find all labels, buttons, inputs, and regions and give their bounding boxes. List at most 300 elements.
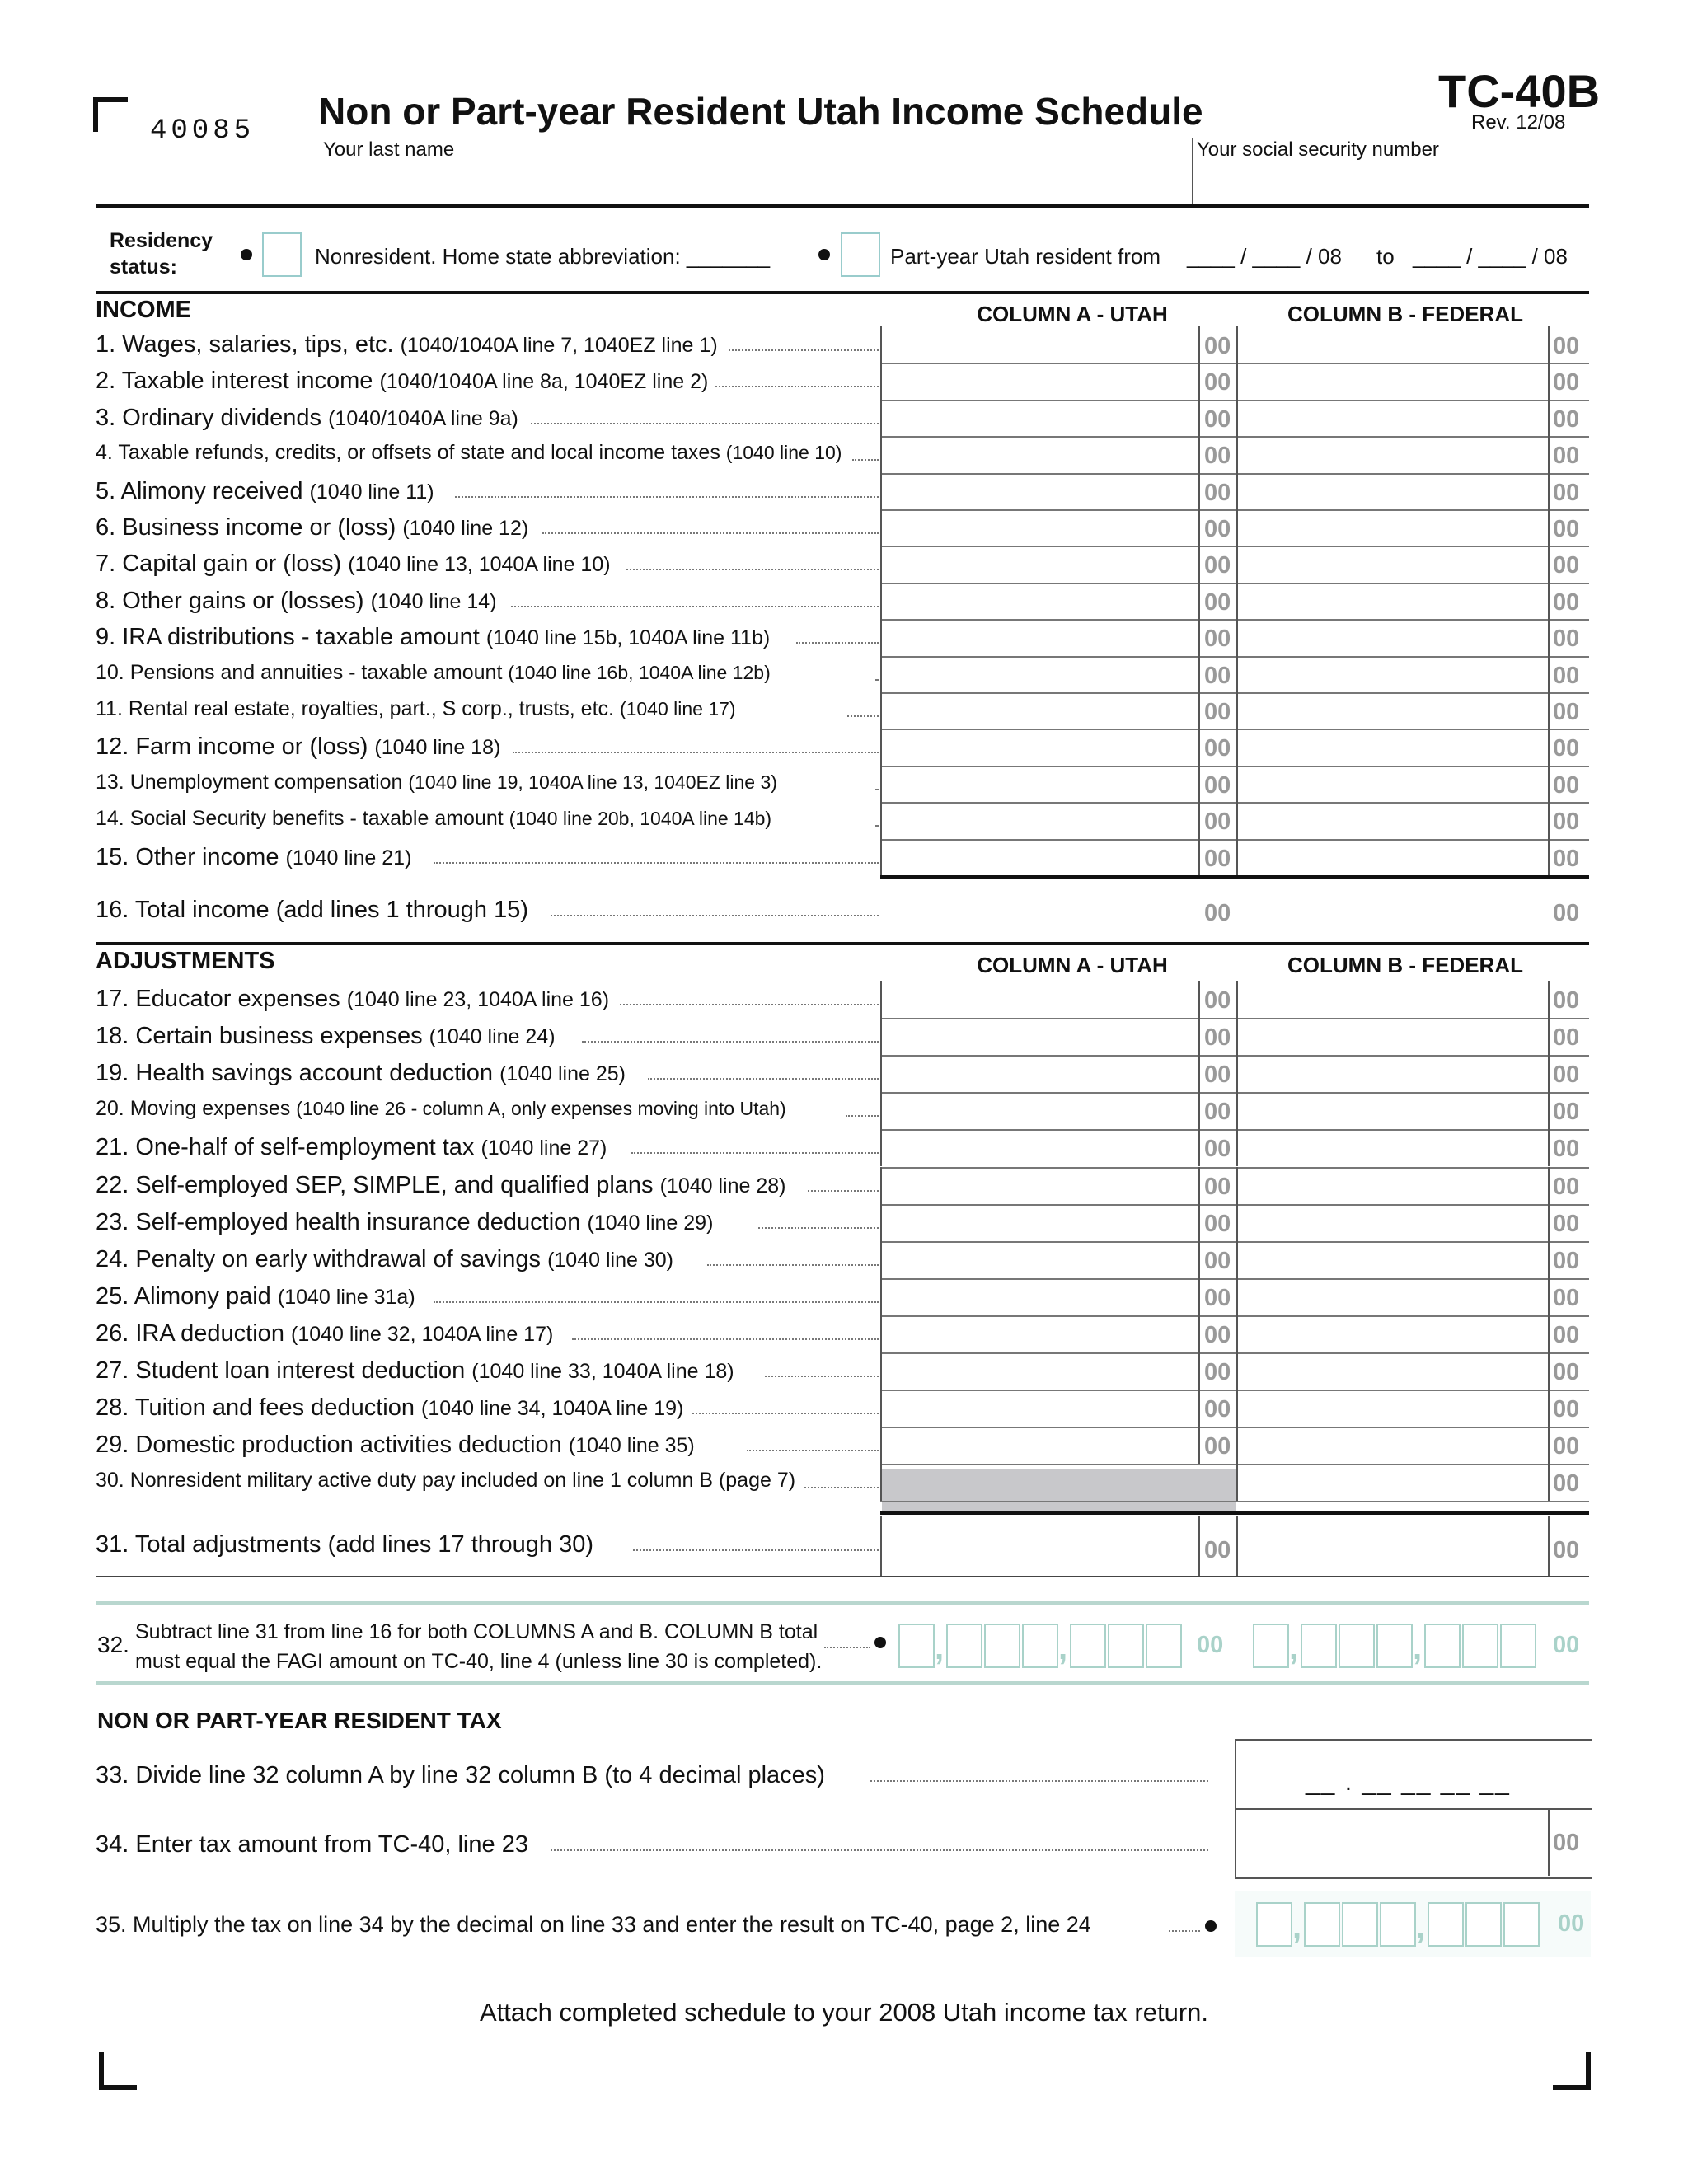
line-label [96,624,770,651]
digit-box[interactable] [1428,1902,1464,1947]
cents-label: 00 [1553,699,1580,725]
column-b-input[interactable] [1240,804,1546,837]
column-b-input[interactable] [1240,1317,1546,1351]
column-a-input[interactable] [882,584,1197,617]
column-b-input[interactable] [1240,1131,1546,1165]
line-text: 12. Farm income or (loss) [96,733,368,761]
cents-divider [1198,1092,1200,1129]
line-text: 23. Self-employed health insurance deduction [96,1208,581,1235]
cents-label: 00 [1204,1136,1231,1163]
column-b-input[interactable] [1240,401,1546,434]
part-year-to-label: to [1376,244,1395,269]
column-divider [1236,692,1238,729]
line-reference: (1040 line 34, 1040A line 19) [421,1397,684,1421]
leader-dots [852,459,879,461]
column-b-input[interactable] [1240,658,1546,691]
cents-divider [1198,1055,1200,1092]
cents-divider [1198,981,1200,1018]
cents-label: 00 [1204,845,1231,872]
leader-dots [620,1004,879,1005]
line-reference: (1040 line 30) [547,1248,673,1272]
column-b-input[interactable] [1240,621,1546,654]
line32-bottom-rule [96,1681,1589,1685]
cents-divider [1548,473,1550,509]
cents-divider [1548,1427,1550,1464]
cents-divider [1198,1427,1200,1464]
line-label [96,1172,786,1199]
cents-label: 00 [1553,443,1580,470]
digit-box[interactable] [1503,1902,1540,1947]
line-text: 19. Health savings account deduction [96,1060,494,1087]
line-label [96,331,718,359]
cents-label: 00 [1204,369,1231,396]
column-a-input[interactable] [882,328,1197,361]
line-text: 10. Pensions and annuities - taxable amount [96,660,503,684]
cents-divider [1198,766,1200,802]
cents-divider [1548,1018,1550,1055]
column-a-input[interactable] [882,804,1197,837]
column-a-input[interactable] [882,1057,1197,1090]
cents-label: 00 [1204,771,1231,799]
form-number: 40085 [150,115,256,147]
line-label [96,514,528,541]
line-label [96,1394,683,1422]
column-b-input[interactable] [1240,1465,1546,1499]
registration-mark-top-left [93,97,128,132]
column-divider [880,1464,882,1501]
column-a-input[interactable] [882,364,1197,397]
adjustments-column-a-header: COLUMN A - UTAH [977,953,1168,977]
leader-dots [582,1041,879,1043]
cents-label: 00 [1204,516,1231,542]
line-reference: (1040 line 10) [725,442,842,464]
page-title: Non or Part-year Resident Utah Income Schedule [318,90,1203,133]
line-reference: (1040 line 15b, 1040A line 11b) [485,626,771,650]
leader-dots [875,679,879,681]
column-a-input[interactable] [882,841,1197,874]
cents-label: 00 [1197,1632,1224,1658]
cents-divider [1548,509,1550,546]
column-a-input[interactable] [882,767,1197,800]
line-reference: (1040 line 14) [370,589,497,613]
cents-divider [1548,1278,1550,1315]
cents-divider [1548,363,1550,399]
column-divider [1236,1390,1238,1427]
cents-divider [1548,546,1550,582]
leader-dots [648,1078,879,1080]
cents-label: 00 [1558,1910,1585,1937]
cents-divider [1548,656,1550,692]
column-b-input[interactable] [1240,1019,1546,1053]
line-label [96,551,611,578]
column-a-input[interactable] [882,1317,1197,1351]
column-b-input[interactable] [1240,475,1546,508]
line-reference: (1040 line 12) [402,517,529,540]
cents-divider [1548,1055,1550,1092]
line-label [96,1283,415,1310]
column-a-input[interactable] [882,1391,1197,1425]
line-reference: (1040/1040A line 8a, 1040EZ line 2) [379,370,709,394]
line-text: 6. Business income or (loss) [96,514,396,541]
column-divider [1236,400,1238,436]
cents-divider [1198,473,1200,509]
cents-label: 00 [1553,771,1580,799]
column-a-input[interactable] [882,511,1197,544]
adjustments-total-rule [880,1511,1589,1515]
column-a-input[interactable] [882,621,1197,654]
line-text: 29. Domestic production activities deduction [96,1432,562,1459]
residency-rule [96,291,1589,294]
leader-dots [846,1115,879,1117]
column-a-input[interactable] [882,1206,1197,1240]
cents-label: 00 [1553,588,1580,616]
attach-note: Attach completed schedule to your 2008 Utah income tax return. [480,1998,1208,2027]
column-a-input[interactable] [882,982,1197,1016]
column-b-input[interactable] [1240,584,1546,617]
leader-dots [847,715,879,717]
column-a-input[interactable] [882,694,1197,727]
digit-box[interactable] [1301,1624,1337,1668]
cents-divider [1198,1204,1200,1241]
cents-divider [1548,1204,1550,1241]
digit-box[interactable] [1462,1624,1498,1668]
column-b-input[interactable] [1240,1094,1546,1127]
residency-label-line2: status: [110,255,177,279]
cents-divider [1198,1018,1200,1055]
line32-text [135,1617,822,1676]
digit-box[interactable] [946,1624,982,1668]
line-text: 2. Taxable interest income [96,368,373,395]
cents-label: 00 [1204,808,1231,836]
cents-divider [1548,1092,1550,1129]
line-text: 15. Other income [96,843,279,870]
cents-divider [1198,1315,1200,1352]
line-label [96,844,411,871]
line-reference: (1040 line 23, 1040A line 16) [346,988,610,1011]
cents-label: 00 [1553,333,1580,359]
column-b-input[interactable] [1240,438,1546,471]
cents-label: 00 [1204,405,1231,433]
cents-label: 00 [1204,1247,1231,1274]
leader-dots [531,423,879,424]
column-a-input[interactable] [882,475,1197,508]
cents-label: 00 [1204,1062,1231,1089]
cents-label: 00 [1553,1062,1580,1089]
cents-label: 00 [1204,443,1231,470]
line-text: 7. Capital gain or (loss) [96,551,342,578]
shaded-cell [882,1469,1236,1511]
line-reference: (1040 line 18) [374,736,501,760]
cents-divider [1198,546,1200,582]
cents-label: 00 [1553,987,1580,1014]
cents-label: 00 [1204,333,1231,359]
cents-label: 00 [1553,1632,1580,1658]
leader-dots [875,825,879,827]
leader-dots [551,915,879,916]
leader-dots [511,606,879,607]
line-text: 5. Alimony received [96,477,303,504]
cents-divider [1548,1241,1550,1278]
column-b-input[interactable] [1240,364,1546,397]
column-b-input[interactable] [1240,767,1546,800]
cents-label: 00 [1553,1136,1580,1163]
column-b-input[interactable] [1240,1428,1546,1462]
digit-box[interactable] [1339,1624,1375,1668]
column-divider [1236,729,1238,765]
cents-divider [1198,436,1200,472]
line-label [96,1209,713,1236]
line-reference: (1040 line 20b, 1040A line 14b) [509,808,772,830]
digit-box[interactable] [1108,1624,1144,1668]
adjustments-total-label: 31. Total adjustments (add lines 17 through 30) [96,1531,594,1558]
part-year-checkbox[interactable] [841,232,880,277]
column-a-input[interactable] [882,1280,1197,1314]
column-divider [880,1516,882,1576]
thousands-separator: , [1413,1630,1423,1666]
line-reference: (1040 line 25) [499,1062,626,1086]
thousands-separator: , [1058,1630,1068,1666]
line-text: 4. Taxable refunds, credits, or offsets of state and local income taxes [96,441,720,465]
line-reference: (1040 line 16b, 1040A line 12b) [508,661,771,683]
column-b-input[interactable] [1240,1169,1546,1202]
column-a-input[interactable] [882,1354,1197,1388]
cents-label: 00 [1553,735,1580,762]
column-b-input[interactable] [1240,694,1546,727]
line-reference: (1040 line 32, 1040A line 17) [291,1322,554,1346]
line-text: 18. Certain business expenses [96,1023,423,1050]
cents-divider [1198,583,1200,619]
cents-label: 00 [1204,1210,1231,1237]
residency-label-line1: Residency [110,229,213,252]
column-a-input[interactable] [882,1094,1197,1127]
ssn-label: Your social security number [1197,138,1439,161]
digit-box[interactable] [1500,1624,1536,1668]
cents-label: 00 [1553,626,1580,653]
cents-label: 00 [1204,1099,1231,1126]
leader-dots [631,1152,879,1154]
registration-mark-bottom-left [99,2052,137,2090]
column-a-input[interactable] [882,438,1197,471]
line-reference: (1040 line 17) [619,698,736,719]
line-reference: (1040 line 31a) [277,1285,415,1309]
adjustments-section-rule [96,1576,1589,1577]
column-b-input[interactable] [1240,1280,1546,1314]
line-label [96,1134,607,1161]
cents-label: 00 [1204,552,1231,579]
cents-divider [1198,1352,1200,1390]
cents-divider [1548,326,1550,363]
line32-text-line1: Subtract line 31 from line 16 for both COLUMNS A and B. COLUMN B total [135,1620,818,1643]
column-divider [1236,583,1238,619]
line-text: 21. One-half of self-employment tax [96,1134,475,1161]
line-label [96,1432,695,1459]
cents-label: 00 [1553,1173,1580,1200]
column-b-input[interactable] [1240,982,1546,1016]
digit-box[interactable] [1424,1624,1461,1668]
column-divider [1236,981,1238,1018]
cents-label: 00 [1553,1830,1580,1856]
line34-input[interactable] [1235,1808,1592,1879]
column-a-input[interactable] [882,547,1197,580]
line-reference: (1040 line 21) [285,846,412,869]
column-a-input[interactable] [882,1131,1197,1165]
adjustments-heading: ADJUSTMENTS [96,948,275,974]
line-label [96,986,609,1013]
thousands-separator: , [935,1630,945,1666]
digit-box[interactable] [1022,1624,1058,1668]
digit-box[interactable] [1070,1624,1106,1668]
column-b-input[interactable] [1240,328,1546,361]
digit-box[interactable] [1253,1624,1289,1668]
line-text: 9. IRA distributions - taxable amount [96,624,480,651]
column-b-input[interactable] [1240,511,1546,544]
line-reference: (1040/1040A line 7, 1040EZ line 1) [400,334,718,357]
leader-dots [434,862,879,864]
line-text: 17. Educator expenses [96,986,340,1012]
column-divider [1236,1092,1238,1129]
line-text: 30. Nonresident military active duty pay included on line 1 column B (page 7) [96,1469,796,1493]
line-text: 13. Unemployment compensation [96,770,403,794]
digit-box[interactable] [1380,1902,1416,1947]
cents-divider [1548,1352,1550,1390]
cents-divider [1198,1390,1200,1427]
cents-divider [1198,692,1200,729]
leader-dots [551,1849,1208,1851]
cents-label: 00 [1553,1284,1580,1311]
last-name-input[interactable] [323,165,1189,203]
column-a-input[interactable] [882,1243,1197,1277]
column-a-input[interactable] [882,730,1197,763]
cents-divider [1198,619,1200,655]
line-text: 25. Alimony paid [96,1282,271,1310]
leader-dots [729,349,879,351]
line32-number: 32. [97,1632,129,1657]
digit-box[interactable] [1376,1624,1413,1668]
leader-dots [875,789,879,790]
cents-divider [1198,1516,1200,1576]
cents-divider [1548,766,1550,802]
leader-dots [765,1376,879,1377]
column-divider [1236,1018,1238,1055]
bullet-icon [1205,1920,1217,1932]
line-label [96,1469,795,1493]
column-b-input[interactable] [1240,730,1546,763]
leader-dots [572,1338,879,1340]
cents-label: 00 [1204,1359,1231,1385]
thousands-separator: , [1292,1909,1302,1945]
cents-divider [1548,981,1550,1018]
cents-label: 00 [1553,1433,1580,1460]
line-reference: (1040 line 33, 1040A line 18) [471,1360,734,1383]
column-divider [1236,436,1238,472]
part-year-from-date[interactable]: ____ / ____ / 08 [1187,244,1342,269]
cents-divider [1198,326,1200,363]
column-divider [1236,766,1238,802]
adjustments-total-column-b-input[interactable] [1240,1516,1546,1574]
ssn-input[interactable] [1197,165,1584,203]
part-year-to-date[interactable]: ____ / ____ / 08 [1413,244,1568,269]
line-label [96,1357,734,1385]
line32-top-rule [96,1601,1589,1605]
cents-divider [1198,509,1200,546]
column-a-input[interactable] [882,658,1197,691]
digit-box[interactable] [1465,1902,1502,1947]
leader-dots [513,752,879,753]
column-divider [1236,656,1238,692]
column-divider [1236,1464,1238,1501]
line-reference: (1040 line 26 - column A, only expenses moving into Utah) [296,1098,786,1120]
column-b-input[interactable] [1240,547,1546,580]
cents-divider [1198,1278,1200,1315]
leader-dots [1169,1930,1200,1932]
cents-label: 00 [1204,626,1231,653]
line-label [96,661,771,685]
cents-divider [1198,656,1200,692]
adjustments-total-column-a-input[interactable] [882,1516,1198,1574]
column-divider [1236,1167,1238,1204]
line-label [96,807,771,831]
line-label [96,733,500,761]
column-b-input[interactable] [1240,1243,1546,1277]
column-a-input[interactable] [882,1169,1197,1202]
digit-box[interactable] [898,1624,935,1668]
line-label [96,1060,626,1087]
line-reference: (1040 line 13, 1040A line 10) [348,553,611,577]
cents-divider [1548,729,1550,765]
column-divider [1236,1352,1238,1390]
cents-divider [1198,1167,1200,1204]
column-b-input[interactable] [1240,1057,1546,1090]
line-reference: (1040 line 35) [568,1434,695,1458]
line-label [96,368,708,395]
bullet-icon [874,1637,886,1648]
column-b-input[interactable] [1240,841,1546,874]
cents-divider [1198,729,1200,765]
digit-box[interactable] [1342,1902,1378,1947]
cents-divider [1548,1315,1550,1352]
line33-label: 33. Divide line 32 column A by line 32 column B (to 4 decimal places) [96,1762,825,1788]
line-label [96,441,842,465]
cents-label: 00 [1553,1470,1580,1497]
digit-box[interactable] [1304,1902,1340,1947]
cents-divider [1548,1167,1550,1204]
income-total-column-a-input[interactable] [882,880,1198,941]
line-text: 24. Penalty on early withdrawal of savings [96,1245,542,1272]
income-total-rule [880,875,1589,879]
cents-label: 00 [1553,516,1580,542]
column-a-input[interactable] [882,401,1197,434]
column-b-input[interactable] [1240,1354,1546,1388]
cents-label: 00 [1204,735,1231,762]
line-label [96,1023,556,1050]
column-b-input[interactable] [1240,1206,1546,1240]
column-b-input[interactable] [1240,1391,1546,1425]
cents-divider [1198,1241,1200,1278]
cents-label: 00 [1553,1247,1580,1274]
header-rule [96,204,1589,208]
income-total-column-b-input[interactable] [1240,880,1546,941]
nonresident-checkbox[interactable] [262,232,302,277]
residency-label [110,227,213,280]
leader-dots [870,1780,1208,1782]
digit-box[interactable] [1256,1902,1292,1947]
cents-label: 00 [1204,1321,1231,1348]
column-a-input[interactable] [882,1019,1197,1053]
cents-label: 00 [1553,1024,1580,1052]
digit-box[interactable] [1146,1624,1182,1668]
column-a-input[interactable] [882,1428,1197,1462]
digit-box[interactable] [984,1624,1020,1668]
